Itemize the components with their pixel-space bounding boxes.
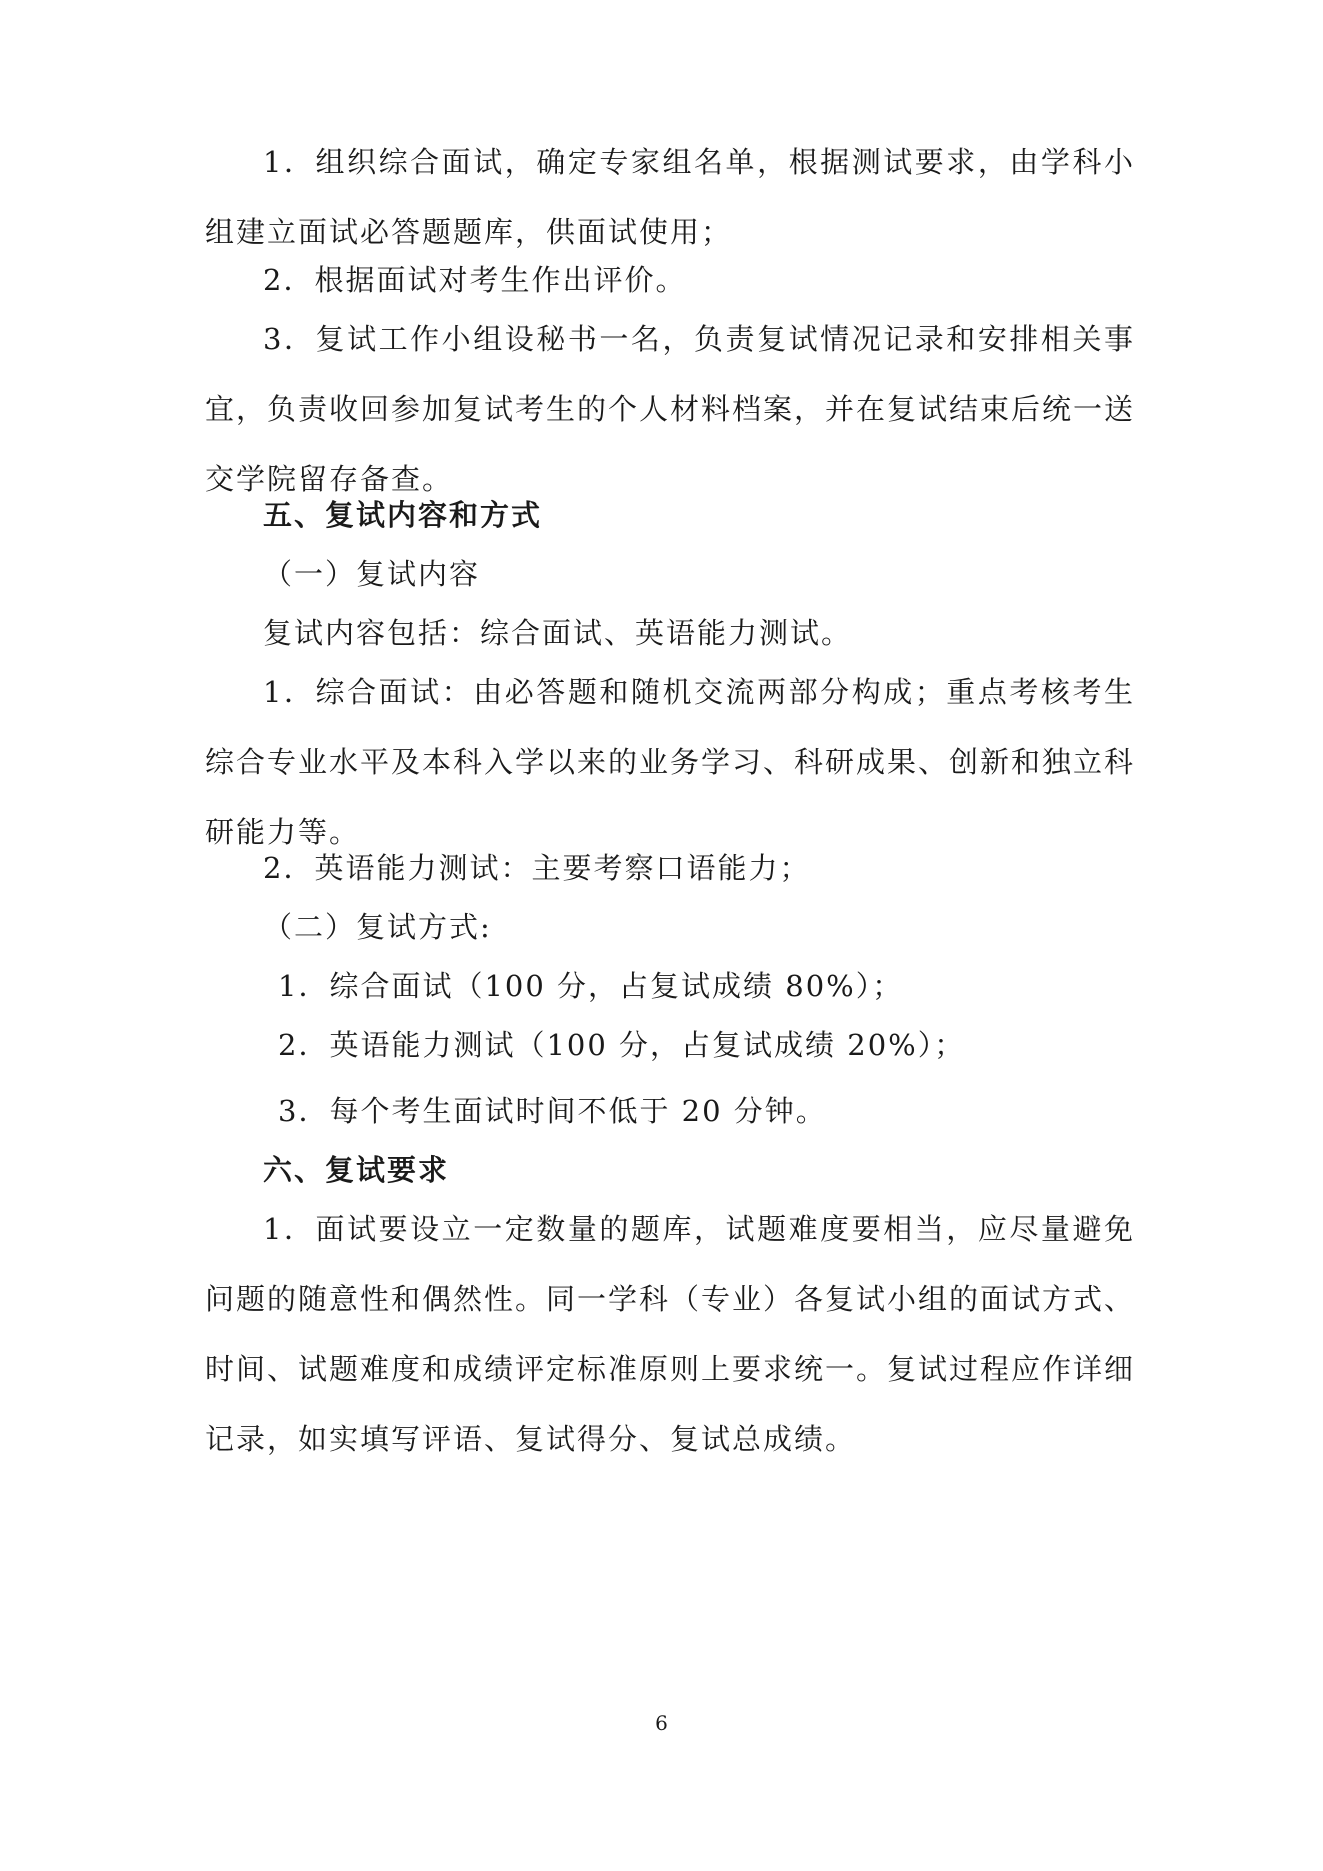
subheading-method: （二）复试方式: [263,910,492,944]
method-item-2: 2．英语能力测试（100 分，占复试成绩 20%）； [278,1028,966,1062]
paragraph-english-test: 2．英语能力测试：主要考察口语能力； [263,851,811,885]
page-number: 6 [655,1711,668,1735]
paragraph-secretary: 3．复试工作小组设秘书一名，负责复试情况记录和安排相关事宜，负责收回参加复试考生的个人材料档案，并在复试结束后统一送交学院留存备查。 [205,322,1136,496]
method-item-3: 3．每个考生面试时间不低于 20 分钟。 [278,1094,827,1128]
paragraph-content-summary: 复试内容包括：综合面试、英语能力测试。 [263,616,853,650]
paragraph-comprehensive-interview: 1．综合面试：由必答题和随机交流两部分构成；重点考核考生综合专业水平及本科入学以来的业务学习、科研成果、创新和独立科研能力等。 [205,675,1136,849]
heading-section-6: 六、复试要求 [263,1153,450,1187]
subheading-content: （一）复试内容 [263,557,481,591]
paragraph-interview-organization: 1．组织综合面试，确定专家组名单，根据测试要求，由学科小组建立面试必答题题库，供面试使用； [205,145,1135,249]
paragraph-question-bank: 1．面试要设立一定数量的题库，试题难度要相当，应尽量避免问题的随意性和偶然性。同一学科（专业）各复试小组的面试方式、时间、试题难度和成绩评定标准原则上要求统一。复试过程应作详细记录，如实填写评语、复试得分、复试总成绩。 [205,1212,1136,1456]
heading-section-5: 五、复试内容和方式 [263,498,543,532]
paragraph-evaluation: 2．根据面试对考生作出评价。 [263,263,687,297]
method-item-1: 1．综合面试（100 分，占复试成绩 80%）； [278,969,904,1003]
